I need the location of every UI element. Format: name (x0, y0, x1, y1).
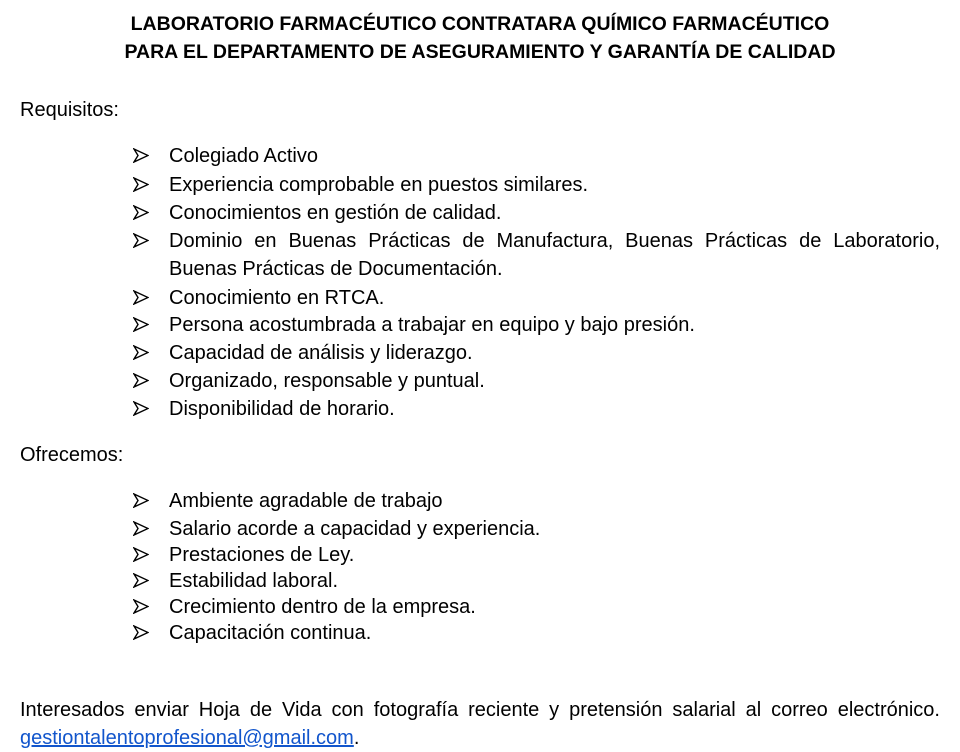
list-item-text: Dominio en Buenas Prácticas de Manufactura, Buenas Prácticas de Laboratorio, Buenas Prácticas de Documentación. (169, 230, 940, 280)
list-item-text: Capacidad de análisis y liderazgo. (169, 342, 473, 364)
arrowhead-bullet-icon (133, 171, 151, 199)
list-item-text: Experiencia comprobable en puestos similares. (169, 174, 589, 196)
list-item-text: Prestaciones de Ley. (169, 544, 355, 566)
list-item-text: Capacitación continua. (169, 622, 372, 644)
document-title-line-1: LABORATORIO FARMACÉUTICO CONTRATARA QUÍMICO FARMACÉUTICO (130, 13, 830, 35)
document-title-line-2: PARA EL DEPARTAMENTO DE ASEGURAMIENTO Y GARANTÍA DE CALIDAD (124, 41, 836, 63)
list-item-text: Crecimiento dentro de la empresa. (169, 596, 476, 618)
arrowhead-bullet-icon (133, 567, 151, 595)
list-item-text: Persona acostumbrada a trabajar en equipo y bajo presión. (169, 314, 695, 336)
contact-email-link[interactable]: gestiontalentoprofesional@gmail.com (20, 727, 354, 749)
arrowhead-bullet-icon (133, 284, 151, 312)
list-item-text: Disponibilidad de horario. (169, 398, 395, 420)
list-item-text: Organizado, responsable y puntual. (169, 370, 485, 392)
list-item-text: Conocimiento en RTCA. (169, 287, 385, 309)
arrowhead-bullet-icon (133, 199, 151, 227)
arrowhead-bullet-icon (133, 367, 151, 395)
application-instructions-end: . (353, 727, 360, 749)
arrowhead-bullet-icon (133, 593, 151, 621)
list-item-text: Colegiado Activo (169, 145, 318, 167)
arrowhead-bullet-icon (133, 619, 151, 647)
application-instructions (20, 696, 940, 752)
arrowhead-bullet-icon (133, 515, 151, 543)
list-item-text: Estabilidad laboral. (169, 570, 338, 592)
arrowhead-bullet-icon (133, 395, 151, 423)
arrowhead-bullet-icon (133, 541, 151, 569)
arrowhead-bullet-icon (133, 227, 151, 255)
arrowhead-bullet-icon (133, 487, 151, 515)
requisitos-heading: Requisitos: (20, 99, 119, 121)
arrowhead-bullet-icon (133, 339, 151, 367)
list-item-text: Ambiente agradable de trabajo (169, 490, 443, 512)
list-item-text: Conocimientos en gestión de calidad. (169, 202, 502, 224)
arrowhead-bullet-icon (133, 311, 151, 339)
application-instructions-text: Interesados enviar Hoja de Vida con fotografía reciente y pretensión salarial al correo electrónico. (20, 699, 940, 721)
ofrecemos-heading: Ofrecemos: (20, 444, 124, 466)
list-item-text: Salario acorde a capacidad y experiencia. (169, 518, 541, 540)
arrowhead-bullet-icon (133, 142, 151, 170)
